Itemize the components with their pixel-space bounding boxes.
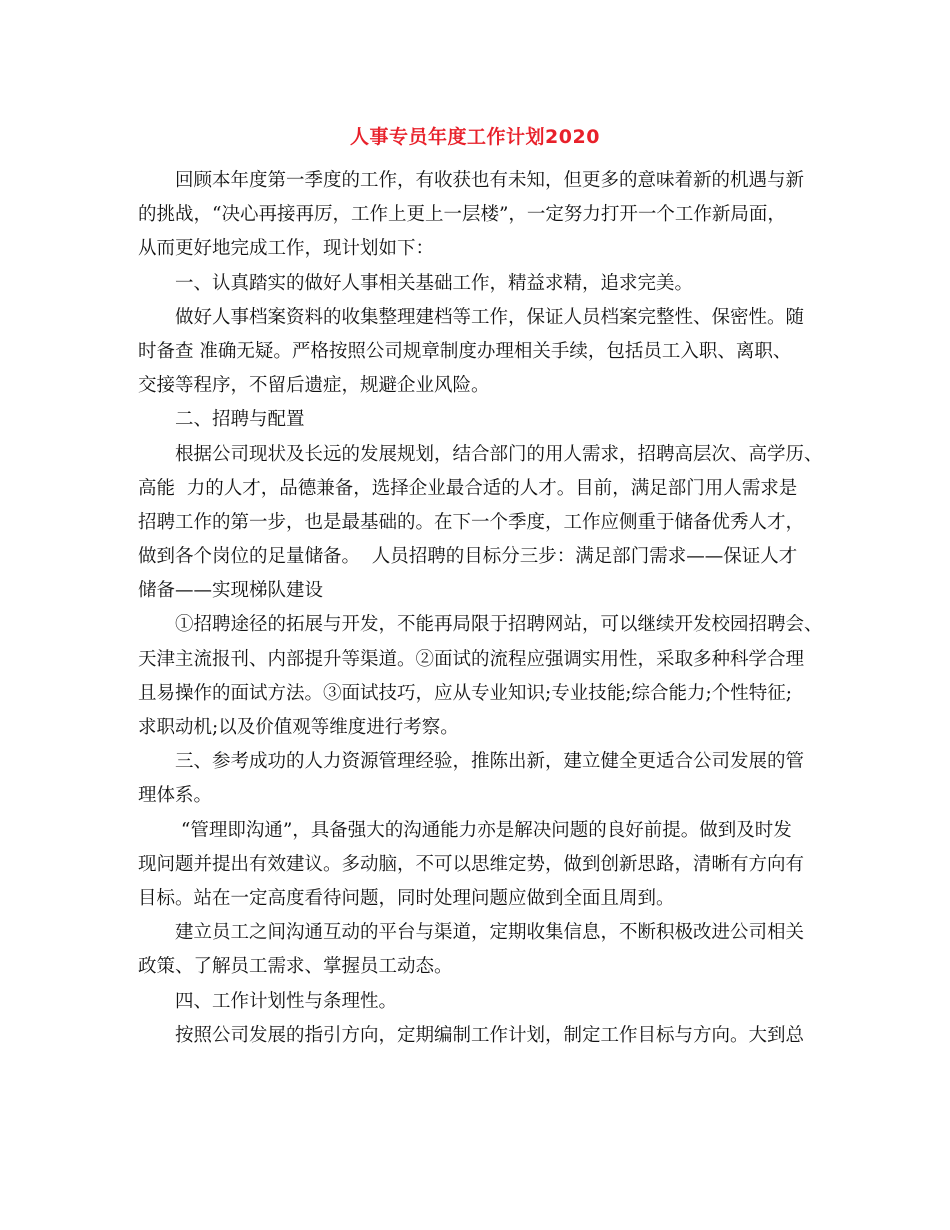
text-line: 求职动机;以及价值观等维度进行考察。 [138,717,459,738]
text-line: 现问题并提出有效建议。多动脑，不可以思维定势，做到创新思路，清晰有方向有 [138,853,805,875]
text-line: 政策、了解员工需求、掌握员工动态。 [138,956,453,978]
text-line: 高能 力的人才，品德兼备，选择企业最合适的人才。目前，满足部门用人需求是 [138,477,798,499]
text-line: 储备——实现梯队建设 [138,580,324,602]
text-line: 按照公司发展的指引方向，定期编制工作计划，制定工作目标与方向。大到总 [175,1024,805,1046]
text-line: ①招聘途径的拓展与开发，不能再局限于招聘网站，可以继续开发校园招聘会、 [175,614,823,636]
text-line: 天津主流报刊、内部提升等渠道。②面试的流程应强调实用性，采取多种科学合理 [138,648,805,670]
text-line: 一、认真踏实的做好人事相关基础工作，精益求精，追求完美。 [175,272,694,294]
document-title: 人事专员年度工作计划2020 [350,126,600,148]
text-line: 二、招聘与配置 [175,409,305,431]
text-line: 交接等程序，不留后遗症，规避企业风险。 [138,375,490,397]
text-line: 理体系。 [138,785,213,807]
text-line: 目标。站在一定高度看待问题，同时处理问题应做到全面且周到。 [138,887,675,909]
text-line: 根据公司现状及长远的发展规划，结合部门的用人需求，招聘高层次、高学历、 [175,443,823,465]
document-body [138,164,828,1053]
text-line: “管理即沟通”，具备强大的沟通能力亦是解决问题的良好前提。做到及时发 [175,819,792,841]
text-line: 招聘工作的第一步，也是最基础的。在下一个季度，工作应侧重于储备优秀人才， [138,511,805,533]
text-line: 建立员工之间沟通互动的平台与渠道，定期收集信息，不断积极改进公司相关 [175,922,805,944]
text-line: 四、工作计划性与条理性。 [175,990,398,1012]
text-line: 的挑战，“决心再接再厉，工作上更上一层楼”，一定努力打开一个工作新局面， [138,204,786,226]
text-line: 时备查 准确无疑。严格按照公司规章制度办理相关手续，包括员工入职、离职、 [138,340,792,362]
text-line: 从而更好地完成工作，现计划如下： [138,238,435,260]
text-line: 回顾本年度第一季度的工作，有收获也有未知，但更多的意味着新的机遇与新 [175,170,805,191]
text-line: 三、参考成功的人力资源管理经验，推陈出新，建立健全更适合公司发展的管 [175,751,805,773]
text-line: 且易操作的面试方法。③面试技巧，应从专业知识;专业技能;综合能力;个性特征; [138,682,792,704]
text-line: 做好人事档案资料的收集整理建档等工作，保证人员档案完整性、保密性。随 [175,306,805,328]
text-line: 做到各个岗位的足量储备。 人员招聘的目标分三步：满足部门需求——保证人才 [138,546,798,568]
